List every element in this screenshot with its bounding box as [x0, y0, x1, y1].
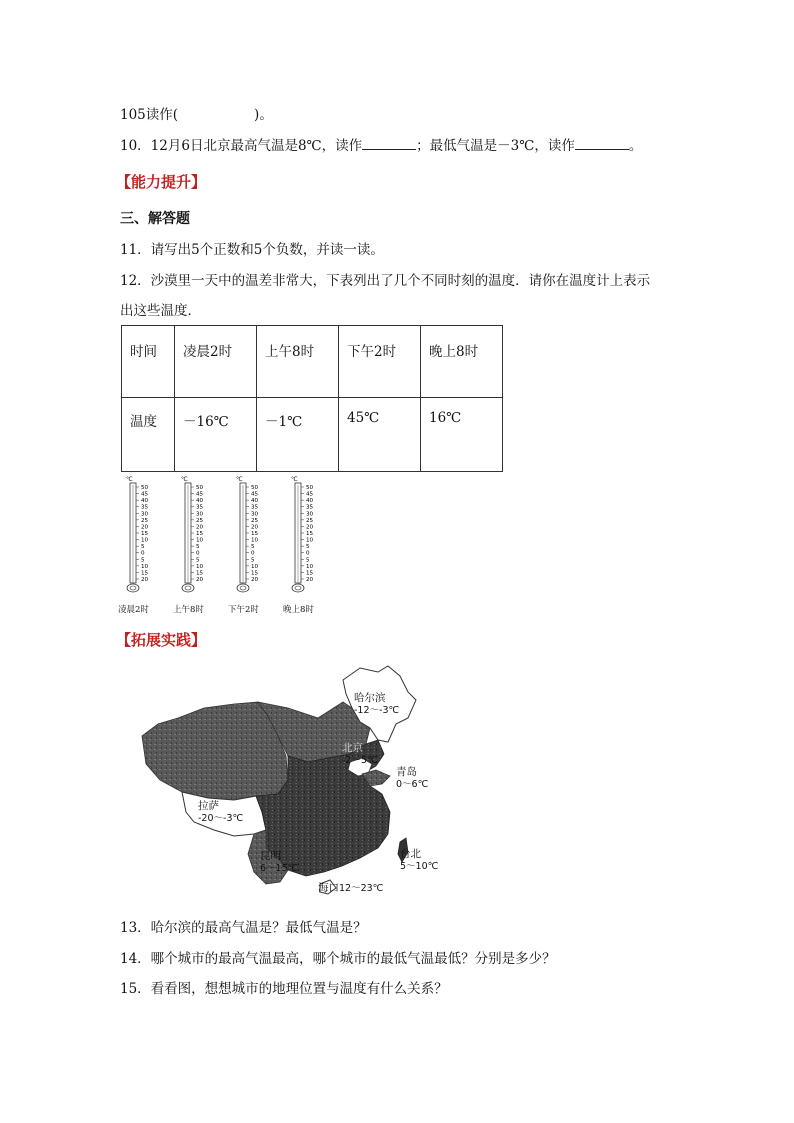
question-10	[120, 134, 642, 154]
thermometer-tick-label: 5	[196, 544, 200, 551]
heading-answer-questions: 三、解答题	[120, 211, 190, 227]
thermometer-tick-label: 20	[196, 577, 204, 583]
section-ability: 【能力提升】	[116, 173, 207, 191]
city-temp: 6～15℃	[260, 863, 299, 874]
thermometer-bulb	[292, 584, 304, 592]
thermometer-tick-label: 15	[196, 570, 204, 577]
thermometer-label: 上午8时	[173, 605, 204, 615]
thermometer-tick-label: 50	[251, 485, 259, 491]
thermometer-tick-label: 40	[141, 498, 149, 505]
thermometer-tick-label: 30	[251, 511, 259, 518]
thermometer-drawing	[228, 475, 284, 599]
thermometer-tick-label: 10	[251, 563, 259, 570]
city-lhasa-label	[198, 800, 243, 825]
thermometer-unit: ℃	[236, 476, 243, 483]
thermometer-tick-label: 50	[196, 485, 204, 491]
thermometer-tick-label: 5	[141, 557, 145, 564]
china-temperature-map	[138, 662, 454, 898]
thermometer-tick-label: 20	[306, 577, 314, 583]
thermometer-tick-label: 25	[306, 517, 314, 524]
table-cell-time: 晚上8时	[421, 326, 503, 398]
city-name: 青岛	[396, 766, 417, 778]
thermometer-tick-label: 0	[141, 550, 145, 557]
thermometer-tick-label: 15	[141, 531, 149, 537]
city-qingdao-label	[396, 766, 428, 791]
thermometer-tick-label: 20	[141, 524, 149, 531]
table-cell-time: 上午8时	[257, 326, 339, 398]
thermometer-tick-label: 5	[251, 557, 255, 564]
city-name: 北京	[342, 742, 363, 754]
thermometer-tick-label: 20	[196, 524, 204, 531]
city-name: 哈尔滨	[354, 692, 386, 704]
city-name: 昆明	[260, 850, 281, 862]
thermometer-tick-label: 45	[196, 491, 204, 498]
thermometer-label: 下午2时	[228, 605, 259, 615]
thermometer-tick-label: 10	[306, 563, 314, 570]
answer-blank-q10b[interactable]	[575, 137, 629, 150]
q9-suffix: )。	[254, 107, 273, 123]
table-cell-time: 下午2时	[339, 326, 421, 398]
thermometer-tick-label: 15	[141, 570, 149, 577]
thermometer-tick-label: 35	[251, 504, 259, 511]
temperature-table	[121, 325, 503, 472]
thermometer-tick-label: 30	[196, 511, 204, 518]
thermometer[interactable]	[118, 475, 174, 615]
thermometer-tick-label: 0	[306, 550, 310, 557]
table-header-time: 时间	[122, 326, 175, 398]
table-row-time	[122, 326, 503, 398]
thermometer[interactable]	[283, 475, 339, 615]
thermometer-unit: ℃	[126, 476, 133, 483]
city-temp: -2～5℃	[342, 755, 378, 766]
thermometer-tick-label: 15	[196, 531, 204, 537]
thermometer-tick-label: 25	[141, 517, 149, 524]
thermometer-tick-label: 15	[306, 531, 314, 537]
q10-part1: 10．12月6日北京最高气温是8℃，读作	[120, 138, 363, 154]
thermometer-tick-label: 15	[306, 570, 314, 577]
thermometer-tick-label: 10	[196, 563, 204, 570]
question-9-tail	[120, 103, 273, 123]
city-temp: -20～-3℃	[198, 813, 244, 824]
thermometer-tick-label: 40	[251, 498, 259, 505]
thermometer-tick-label: 10	[196, 537, 204, 544]
thermometer-tick-label: 25	[251, 517, 259, 524]
thermometer-drawing	[173, 475, 229, 599]
table-row-temperature	[122, 398, 503, 472]
thermometer-tick-label: 30	[306, 511, 314, 518]
thermometer-tick-label: 40	[196, 498, 204, 505]
thermometer-tick-label: 45	[306, 491, 314, 498]
thermometer-tick-label: 5	[141, 544, 145, 551]
thermometer-tick-label: 35	[196, 504, 204, 511]
thermometer-tick-label: 35	[141, 504, 149, 511]
thermometer-tick-label: 5	[306, 544, 310, 551]
city-temp: 12～23℃	[339, 883, 384, 894]
table-cell-temperature: －1℃	[257, 398, 339, 472]
thermometer-tick-label: 25	[196, 517, 204, 524]
thermometer-unit: ℃	[291, 476, 298, 483]
city-name: 拉萨	[198, 800, 219, 812]
thermometer-unit: ℃	[181, 476, 188, 483]
thermometer-bulb-inner	[295, 586, 301, 590]
thermometer-tick-label: 0	[251, 550, 255, 557]
question-15: 15．看看图，想想城市的地理位置与温度有什么关系？	[120, 981, 448, 997]
thermometer-bulb	[127, 584, 139, 592]
thermometer-tick-label: 5	[306, 557, 310, 564]
thermometer-tick-label: 10	[141, 563, 149, 570]
table-header-temperature: 温度	[122, 398, 175, 472]
thermometer-bulb-inner	[130, 586, 136, 590]
thermometer-tick-label: 35	[306, 504, 314, 511]
thermometer-bulb-inner	[185, 586, 191, 590]
city-harbin-label	[354, 692, 399, 717]
thermometer-tick-label: 20	[306, 524, 314, 531]
thermometer-label: 凌晨2时	[118, 605, 149, 615]
question-12-line1: 12．沙漠里一天中的温差非常大，下表列出了几个不同时刻的温度．请你在温度计上表示	[120, 273, 651, 289]
q9-prefix: 105读作(	[120, 107, 179, 123]
city-taipei-label	[400, 848, 438, 873]
city-haikou-label	[318, 882, 383, 895]
question-14: 14．哪个城市的最高气温最高，哪个城市的最低气温最低？分别是多少？	[120, 951, 556, 967]
table-cell-temperature: 45℃	[339, 398, 421, 472]
thermometer-bulb	[182, 584, 194, 592]
thermometer-tick-label: 30	[141, 511, 149, 518]
thermometer-drawing	[283, 475, 339, 599]
thermometer-tick-label: 20	[251, 577, 259, 583]
table-cell-time: 凌晨2时	[175, 326, 257, 398]
city-beijing-label	[342, 742, 378, 767]
thermometer-tick-label: 45	[251, 491, 259, 498]
thermometer-tick-label: 20	[141, 577, 149, 583]
thermometer[interactable]	[228, 475, 284, 615]
thermometer-tick-label: 15	[251, 531, 259, 537]
thermometer[interactable]	[173, 475, 229, 615]
city-temp: 0～6℃	[396, 779, 429, 790]
question-11: 11．请写出5个正数和5个负数，并读一读。	[120, 242, 384, 258]
thermometer-tick-label: 15	[251, 570, 259, 577]
city-temp: 5～10℃	[400, 861, 439, 872]
table-cell-temperature: 16℃	[421, 398, 503, 472]
thermometer-tick-label: 10	[141, 537, 149, 544]
thermometer-tick-label: 45	[141, 491, 149, 498]
thermometer-tick-label: 10	[306, 537, 314, 544]
thermometer-tick-label: 5	[196, 557, 200, 564]
thermometer-bulb-inner	[240, 586, 246, 590]
q10-part2: ；最低气温是－3℃，读作	[416, 138, 575, 154]
city-temp: -12～-3℃	[354, 705, 400, 716]
answer-blank-q10a[interactable]	[362, 137, 416, 150]
city-kunming-label	[260, 850, 298, 875]
table-cell-temperature: －16℃	[175, 398, 257, 472]
question-12-line2: 出这些温度．	[120, 303, 201, 319]
question-13: 13．哈尔滨的最高气温是？最低气温是？	[120, 920, 367, 936]
thermometer-drawing	[118, 475, 174, 599]
city-name: 台北	[400, 848, 421, 860]
thermometer-tick-label: 50	[141, 485, 149, 491]
thermometer-tick-label: 10	[251, 537, 259, 544]
thermometer-tick-label: 40	[306, 498, 314, 505]
thermometer-tick-label: 50	[306, 485, 314, 491]
thermometer-label: 晚上8时	[283, 605, 314, 615]
thermometer-bulb	[237, 584, 249, 592]
q10-part3: 。	[628, 138, 643, 154]
city-name: 海口	[318, 882, 339, 894]
section-extend: 【拓展实践】	[116, 631, 207, 649]
thermometer-tick-label: 5	[251, 544, 255, 551]
thermometer-tick-label: 20	[251, 524, 259, 531]
thermometer-tick-label: 0	[196, 550, 200, 557]
